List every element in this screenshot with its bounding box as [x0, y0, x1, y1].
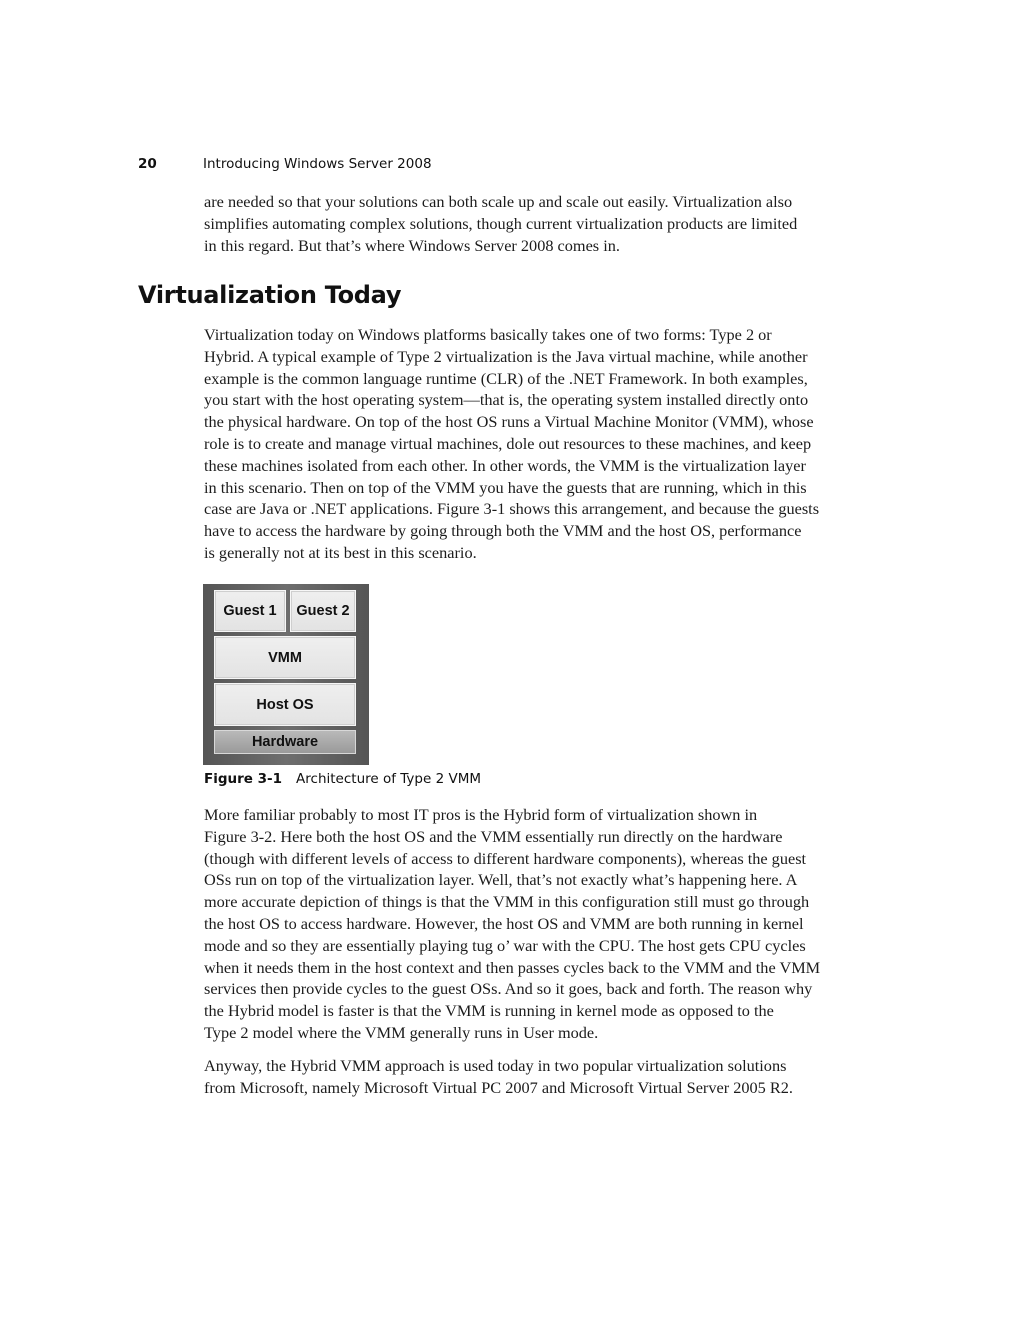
section-heading: Virtualization Today: [138, 281, 402, 309]
vmm-box: VMM: [214, 636, 356, 679]
text-line: example is the common language runtime (CLR) of the .NET Framework. In both examples,: [204, 368, 808, 388]
host-os-box: Host OS: [214, 683, 356, 726]
text-line: mode and so they are essentially playing tug o’ war with the CPU. The host gets CPU cycles: [204, 935, 806, 955]
text-line: from Microsoft, namely Microsoft Virtual PC 2007 and Microsoft Virtual Server 2005 R2.: [204, 1077, 793, 1097]
text-line: Type 2 model where the VMM generally runs in User mode.: [204, 1022, 599, 1042]
text-line: simplifies automating complex solutions, though current virtualization products are limited: [204, 213, 798, 233]
page-number: 20: [138, 156, 157, 172]
body-paragraph-2: [204, 804, 864, 1044]
text-line: Figure 3-2. Here both the host OS and the VMM essentially run directly on the hardware: [204, 826, 783, 846]
text-line: case are Java or .NET applications. Figure 3-1 shows this arrangement, and because the guests: [204, 499, 820, 519]
text-line: Anyway, the Hybrid VMM approach is used today in two popular virtualization solutions: [204, 1056, 787, 1075]
guest-1-box: Guest 1: [214, 590, 286, 632]
guest-2-box: Guest 2: [290, 590, 356, 632]
text-line: More familiar probably to most IT pros is the Hybrid form of virtualization shown in: [204, 805, 758, 824]
text-line: you start with the host operating system—that is, the operating system installed directly onto: [204, 390, 809, 410]
figure-caption-text: Architecture of Type 2 VMM: [296, 771, 481, 787]
text-line: Virtualization today on Windows platforms basically takes one of two forms: Type 2 or: [204, 325, 772, 344]
body-paragraph-1: [204, 324, 864, 564]
text-line: role is to create and manage virtual machines, dole out resources to these machines, and keep: [204, 433, 812, 453]
text-line: are needed so that your solutions can both scale up and scale out easily. Virtualization also: [204, 192, 793, 211]
text-line: (though with different levels of access to different hardware components), whereas the guest: [204, 848, 807, 868]
text-line: Hybrid. A typical example of Type 2 virtualization is the Java virtual machine, while another: [204, 346, 808, 366]
text-line: in this scenario. Then on top of the VMM you have the guests that are running, which in this: [204, 477, 807, 497]
body-paragraph-3: [204, 1055, 864, 1099]
intro-paragraph: [204, 191, 864, 256]
text-line: in this regard. But that’s where Windows Server 2008 comes in.: [204, 235, 620, 255]
text-line: have to access the hardware by going through both the VMM and the host OS, performance: [204, 521, 802, 541]
text-line: the Hybrid model is faster is that the VMM is running in kernel mode as opposed to the: [204, 1001, 774, 1021]
text-line: services then provide cycles to the guest OSs. And so it goes, back and forth. The reason why: [204, 979, 813, 999]
text-line: when it needs them in the host context and then passes cycles back to the VMM and the VMM: [204, 957, 821, 977]
text-line: the physical hardware. On top of the host OS runs a Virtual Machine Monitor (VMM), whose: [204, 412, 814, 432]
text-line: the host OS to access hardware. However, the host OS and VMM are both running in kernel: [204, 913, 804, 933]
figure-caption: [204, 771, 481, 787]
running-head-title: Introducing Windows Server 2008: [203, 156, 432, 172]
text-line: these machines isolated from each other. In other words, the VMM is the virtualization layer: [204, 455, 806, 475]
text-line: OSs run on top of the virtualization layer. Well, that’s not exactly what’s happening here. A: [204, 870, 798, 890]
hardware-box: Hardware: [214, 730, 356, 754]
figure-type2-vmm-diagram: [203, 584, 369, 765]
figure-label: Figure 3-1: [204, 771, 283, 787]
text-line: more accurate depiction of things is that the VMM in this configuration still must go through: [204, 892, 810, 912]
text-line: is generally not at its best in this scenario.: [204, 542, 477, 562]
